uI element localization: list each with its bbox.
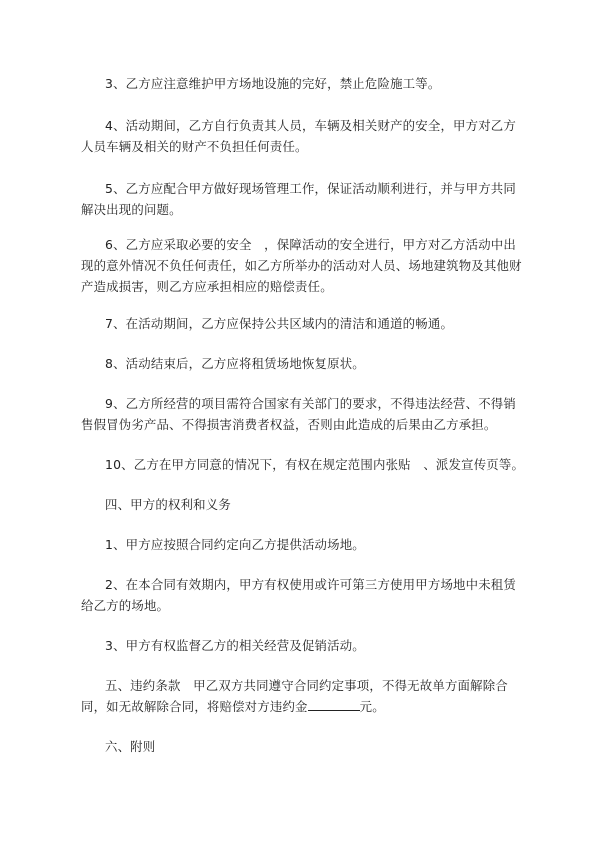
breach-clause-text: 五、违约条款 甲乙双方共同遵守合同约定事项，不得无故单方面解除合同，如无故解除合同，将赔偿对方违约金 (81, 678, 508, 714)
clause-7: 7、在活动期间，乙方应保持公共区域内的清洁和通道的畅通。 (105, 316, 454, 331)
clause-4: 4、活动期间，乙方自行负责其人员，车辆及相关财产的安全，甲方对乙方人员车辆及相关的财产不负担任何责任。 (81, 118, 516, 154)
breach-clause (81, 675, 525, 717)
section-heading-party-a-rights: 四、甲方的权利和义务 (105, 497, 231, 512)
party-a-clause-3: 3、甲方有权监督乙方的相关经营及促销活动。 (105, 638, 365, 653)
party-a-clause-1: 1、甲方应按照合同约定向乙方提供活动场地。 (105, 537, 365, 552)
clause-3: 3、乙方应注意维护甲方场地设施的完好，禁止危险施工等。 (105, 76, 441, 91)
clause-8: 8、活动结束后，乙方应将租赁场地恢复原状。 (105, 356, 365, 371)
clause-5: 5、乙方应配合甲方做好现场管理工作，保证活动顺利进行，并与甲方共同解决出现的问题。 (81, 181, 516, 217)
penalty-amount-blank (308, 698, 360, 711)
section-heading-supplementary: 六、附则 (105, 739, 156, 754)
party-a-clause-2: 2、在本合同有效期内，甲方有权使用或许可第三方使用甲方场地中未租赁给乙方的场地。 (81, 577, 516, 613)
clause-10: 10、乙方在甲方同意的情况下，有权在规定范围内张贴 、派发宣传页等。 (105, 457, 525, 472)
clause-6: 6、乙方应采取必要的安全 ，保障活动的安全进行，甲方对乙方活动中出现的意外情况不负任何责任，如乙方所举办的活动对人员、场地建筑物及其他财产造成损害，则乙方应承担相应的赔偿责任。 (81, 237, 522, 294)
clause-9: 9、乙方所经营的项目需符合国家有关部门的要求，不得违法经营、不得销售假冒伪劣产品、不得损害消费者权益，否则由此造成的后果由乙方承担。 (81, 396, 516, 432)
breach-clause-end: 元。 (359, 699, 385, 714)
